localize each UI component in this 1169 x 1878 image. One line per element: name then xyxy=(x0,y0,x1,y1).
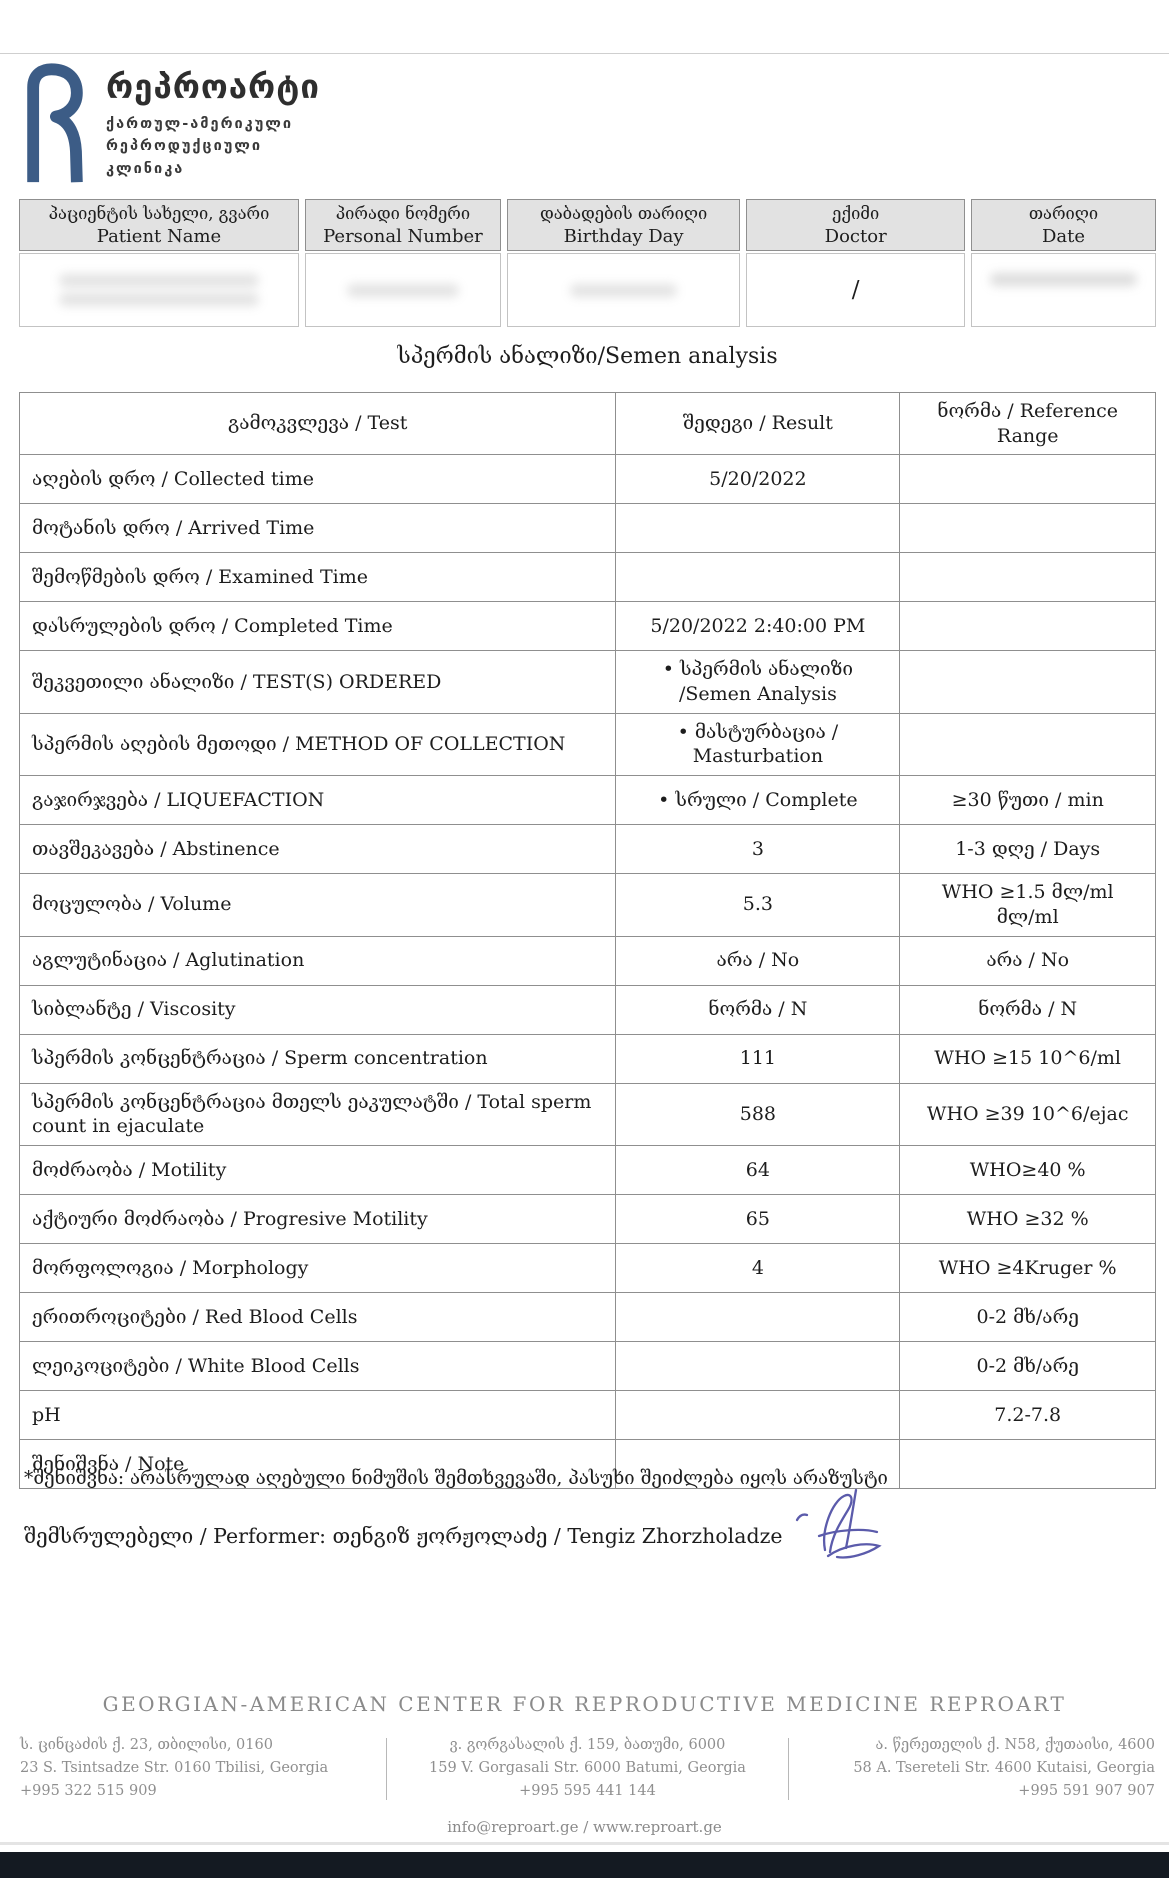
patient-field-0 xyxy=(19,199,299,327)
location-address-en: 23 S. Tsintsadze Str. 0160 Tbilisi, Georgia xyxy=(20,1760,329,1777)
location-address-ka: ს. ცინცაძის ქ. 23, თბილისი, 0160 xyxy=(20,1737,273,1753)
reference-cell xyxy=(900,455,1156,504)
test-cell: აქტიური მოძრაობა / Progresive Motility xyxy=(20,1194,616,1243)
redacted-value xyxy=(59,274,259,287)
top-divider xyxy=(0,53,1169,54)
report-footnote: *შენიშვნა: არასრულად აღებული ნიმუშის შემთხვევაში, პასუხი შეიძლება იყოს არაზუსტი xyxy=(24,1468,888,1489)
table-row xyxy=(20,553,1156,602)
table-row xyxy=(20,1083,1156,1145)
footer-contact: info@reproart.ge / www.reproart.ge xyxy=(447,1818,722,1836)
reference-cell: 1-3 დღე / Days xyxy=(900,825,1156,874)
result-cell: 588 xyxy=(616,1083,900,1145)
footer-location-batumi xyxy=(421,1734,753,1804)
table-row xyxy=(20,874,1156,936)
bottom-divider xyxy=(0,1842,1169,1845)
test-cell: თავშეკავება / Abstinence xyxy=(20,825,616,874)
patient-field-3 xyxy=(746,199,965,327)
table-row xyxy=(20,602,1156,651)
footer-clinic-name: GEORGIAN-AMERICAN CENTER FOR REPRODUCTIVE MEDICINE REPROART xyxy=(102,1692,1067,1716)
reference-cell: 0-2 მხ/არე xyxy=(900,1292,1156,1341)
test-cell: ერითროციტები / Red Blood Cells xyxy=(20,1292,616,1341)
patient-field-label-ka: დაბადების თარიღი xyxy=(539,204,708,223)
test-cell: სიბლანტე / Viscosity xyxy=(20,985,616,1034)
test-cell: მოძრაობა / Motility xyxy=(20,1145,616,1194)
reference-cell xyxy=(900,651,1156,713)
table-header-row xyxy=(20,393,1156,455)
patient-field-value-text: / xyxy=(851,277,860,303)
reference-cell: 7.2-7.8 xyxy=(900,1390,1156,1439)
reproart-logo-icon xyxy=(22,62,88,184)
patient-field-label-en: Personal Number xyxy=(323,226,483,248)
table-row xyxy=(20,1194,1156,1243)
result-cell: 64 xyxy=(616,1145,900,1194)
reference-cell: ნორმა / N xyxy=(900,985,1156,1034)
footer-separator xyxy=(386,1738,387,1800)
test-cell: სპერმის აღების მეთოდი / METHOD OF COLLECTION xyxy=(20,713,616,775)
signature-icon xyxy=(792,1484,888,1566)
patient-field-4 xyxy=(971,199,1156,327)
test-cell: გაჯირჯვება / LIQUEFACTION xyxy=(20,776,616,825)
result-cell: • მასტურბაცია / Masturbation xyxy=(616,713,900,775)
test-cell: მორფოლოგია / Morphology xyxy=(20,1243,616,1292)
location-address-ka: ვ. გორგასალის ქ. 159, ბათუმი, 6000 xyxy=(449,1737,726,1753)
result-cell xyxy=(616,553,900,602)
location-address-ka: ა. წერეთელის ქ. N58, ქუთაისი, 4600 xyxy=(875,1737,1155,1753)
brand-subtitle-line: რეპროდუქციული xyxy=(106,138,263,155)
result-cell xyxy=(616,1390,900,1439)
reference-cell: WHO ≥32 % xyxy=(900,1194,1156,1243)
reference-cell: ≥30 წუთი / min xyxy=(900,776,1156,825)
result-cell: არა / No xyxy=(616,936,900,985)
reference-cell xyxy=(900,602,1156,651)
footer-separator xyxy=(788,1738,789,1800)
patient-field-header xyxy=(305,199,501,251)
table-row xyxy=(20,1243,1156,1292)
reference-cell: WHO ≥1.5 მლ/ml მლ/ml xyxy=(900,874,1156,936)
test-cell: აღების დრო / Collected time xyxy=(20,455,616,504)
location-address-en: 159 V. Gorgasali Str. 6000 Batumi, Georgia xyxy=(429,1760,746,1777)
table-row xyxy=(20,1145,1156,1194)
semen-analysis-table xyxy=(19,392,1156,1489)
test-column-header: გამოკვლევა / Test xyxy=(20,393,616,455)
patient-field-label-en: Date xyxy=(1041,226,1086,248)
reference-cell: WHO ≥15 10^6/ml xyxy=(900,1034,1156,1083)
patient-field-value xyxy=(746,253,965,327)
table-row xyxy=(20,825,1156,874)
report-title: სპერმის ანალიზი/Semen analysis xyxy=(397,344,778,369)
footer-location-tbilisi xyxy=(20,1734,352,1804)
result-cell: • სპერმის ანალიზი /Semen Analysis xyxy=(616,651,900,713)
test-cell: აგლუტინაცია / Aglutination xyxy=(20,936,616,985)
result-cell: 4 xyxy=(616,1243,900,1292)
reference-cell: 0-2 მხ/არე xyxy=(900,1341,1156,1390)
result-cell: 65 xyxy=(616,1194,900,1243)
patient-field-2 xyxy=(507,199,740,327)
brand-subtitle-line: ქართულ-ამერიკული xyxy=(106,116,294,132)
table-row xyxy=(20,1390,1156,1439)
patient-field-value xyxy=(305,253,501,327)
reference-cell xyxy=(900,713,1156,775)
location-address-en: 58 A. Tsereteli Str. 4600 Kutaisi, Georgia xyxy=(853,1760,1155,1777)
footer-location-kutaisi xyxy=(823,1734,1155,1804)
result-cell: 3 xyxy=(616,825,900,874)
patient-field-1 xyxy=(305,199,501,327)
result-cell: 5.3 xyxy=(616,874,900,936)
brand-text xyxy=(106,62,320,180)
footer-locations xyxy=(20,1734,1155,1804)
brand-subtitle-line: კლინიკა xyxy=(106,160,185,177)
brand-title: რეპროარტი xyxy=(106,67,320,106)
table-row xyxy=(20,651,1156,713)
patient-field-label-ka: ექიმი xyxy=(832,204,880,223)
reference-cell: WHO≥40 % xyxy=(900,1145,1156,1194)
patient-field-label-en: Patient Name xyxy=(96,226,222,248)
table-row xyxy=(20,1292,1156,1341)
test-cell: pH xyxy=(20,1390,616,1439)
redacted-value xyxy=(59,293,259,306)
reference-cell xyxy=(900,1439,1156,1488)
result-cell: 5/20/2022 2:40:00 PM xyxy=(616,602,900,651)
patient-field-value xyxy=(971,253,1156,327)
brand-subtitle xyxy=(106,113,320,180)
test-cell: მოტანის დრო / Arrived Time xyxy=(20,504,616,553)
table-row xyxy=(20,776,1156,825)
result-cell: 111 xyxy=(616,1034,900,1083)
location-phone: +995 322 515 909 xyxy=(20,1783,157,1800)
table-row xyxy=(20,455,1156,504)
result-cell: ნორმა / N xyxy=(616,985,900,1034)
patient-field-header xyxy=(971,199,1156,251)
test-cell: შემოწმების დრო / Examined Time xyxy=(20,553,616,602)
test-cell: სპერმის კონცენტრაცია / Sperm concentration xyxy=(20,1034,616,1083)
patient-field-header xyxy=(507,199,740,251)
test-cell: სპერმის კონცენტრაცია მთელს ეაკულატში / Total sperm count in ejaculate xyxy=(20,1083,616,1145)
result-cell xyxy=(616,1341,900,1390)
patient-field-header xyxy=(746,199,965,251)
reference-cell: არა / No xyxy=(900,936,1156,985)
patient-field-label-ka: პაციენტის სახელი, გვარი xyxy=(48,204,270,223)
performer-line: შემსრულებელი / Performer: თენგიზ ჟორჟოლაძე / Tengiz Zhorzholadze xyxy=(24,1524,783,1548)
patient-field-label-en: Doctor xyxy=(824,226,887,248)
table-row xyxy=(20,1341,1156,1390)
patient-field-header xyxy=(19,199,299,251)
semen-table-body xyxy=(20,455,1156,1489)
reference-cell xyxy=(900,504,1156,553)
test-cell: შეკვეთილი ანალიზი / TEST(S) ORDERED xyxy=(20,651,616,713)
patient-field-value xyxy=(507,253,740,327)
patient-field-label-en: Birthday Day xyxy=(563,226,684,248)
patient-field-label-ka: პირადი ნომერი xyxy=(335,204,471,223)
result-column-header: შედეგი / Result xyxy=(616,393,900,455)
test-cell: დასრულების დრო / Completed Time xyxy=(20,602,616,651)
patient-field-label-ka: თარიღი xyxy=(1028,204,1099,223)
table-row xyxy=(20,985,1156,1034)
patient-info-table xyxy=(19,199,1156,327)
table-row xyxy=(20,713,1156,775)
result-cell: • სრული / Complete xyxy=(616,776,900,825)
result-cell xyxy=(616,504,900,553)
redacted-value xyxy=(990,273,1136,286)
reference-column-header: ნორმა / Reference Range xyxy=(900,393,1156,455)
table-row xyxy=(20,504,1156,553)
test-cell: ლეიკოციტები / White Blood Cells xyxy=(20,1341,616,1390)
table-row xyxy=(20,936,1156,985)
redacted-value xyxy=(347,284,459,297)
bottom-bar xyxy=(0,1852,1169,1878)
result-cell xyxy=(616,1292,900,1341)
clinic-brand-header xyxy=(22,62,320,184)
patient-field-value xyxy=(19,253,299,327)
table-row xyxy=(20,1034,1156,1083)
location-phone: +995 595 441 144 xyxy=(519,1783,656,1800)
reference-cell: WHO ≥39 10^6/ejac xyxy=(900,1083,1156,1145)
result-cell: 5/20/2022 xyxy=(616,455,900,504)
redacted-value xyxy=(570,284,676,297)
location-phone: +995 591 907 907 xyxy=(1018,1783,1155,1800)
reference-cell: WHO ≥4Kruger % xyxy=(900,1243,1156,1292)
test-cell: შენიშვნა / Note xyxy=(20,1439,616,1488)
reference-cell xyxy=(900,553,1156,602)
test-cell: მოცულობა / Volume xyxy=(20,874,616,936)
